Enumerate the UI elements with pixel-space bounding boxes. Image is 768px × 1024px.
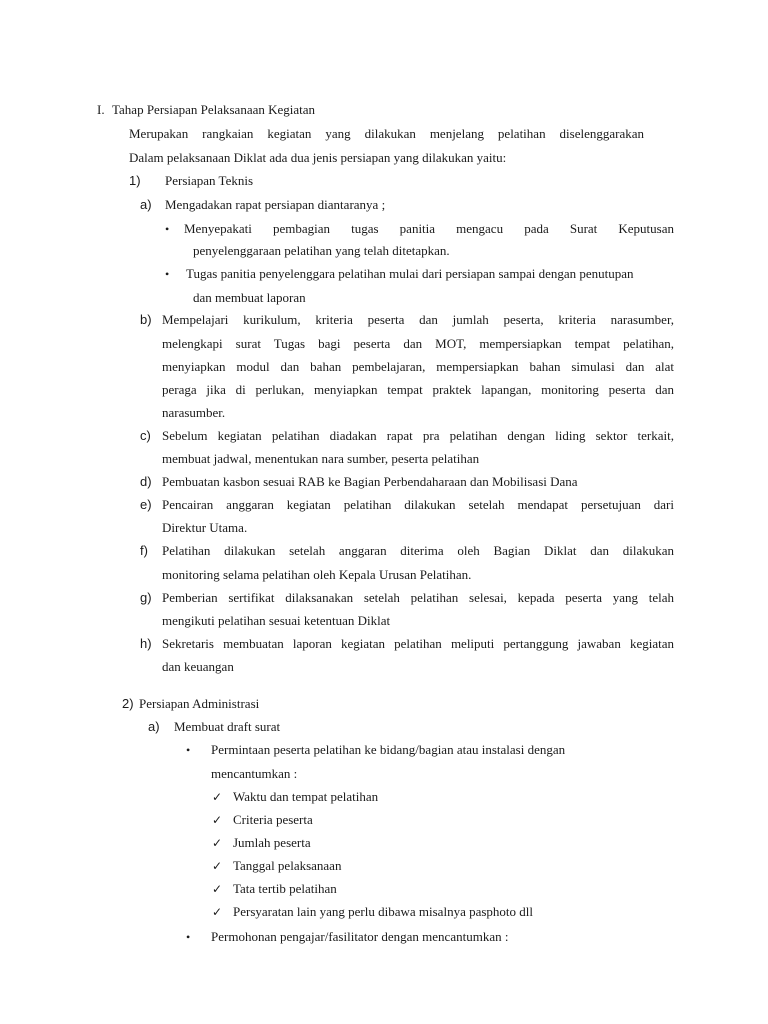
teknis-b-line: Mempelajari kurikulum, kriteria peserta dan jumlah peserta, kriteria narasumber, [162,312,674,327]
teknis-bullet1-line2: penyelenggaraan pelatihan yang telah ditetapkan. [193,243,450,258]
administrasi-bullet2-line1: Permohonan pengajar/fasilitator dengan mencantumkan : [211,929,509,944]
teknis-b-line: narasumber. [162,405,226,420]
teknis-b-marker: b) [140,312,152,327]
bullet-icon: • [186,930,191,944]
check-icon: ✓ [212,836,223,850]
teknis-title: Persiapan Teknis [165,173,254,188]
teknis-h-marker: h) [140,636,152,651]
administrasi-bullet1-line2: mencantumkan : [211,766,298,781]
teknis-c-line: Sebelum kegiatan pelatihan diadakan rapat pra pelatihan dengan liding sektor terkait, [162,428,674,443]
bullet-icon: • [186,743,191,757]
teknis-f-marker: f) [140,543,148,558]
teknis-h-line: Sekretaris membuatan laporan kegiatan pelatihan meliputi pertanggung jawaban kegiatan [162,636,674,651]
teknis-g-marker: g) [140,590,152,605]
administrasi-title: Persiapan Administrasi [139,696,260,711]
teknis-b-line: menyiapkan modul dan bahan pembelajaran, mempersiapkan bahan simulasi dan alat [162,359,674,374]
teknis-bullet2-line1: Tugas panitia penyelenggara pelatihan mulai dari persiapan sampai dengan penutupan [186,266,634,281]
bullet-icon: • [165,267,170,281]
administrasi-number: 2) [122,696,134,711]
administrasi-a-marker: a) [148,719,160,734]
teknis-h-line: dan keuangan [162,659,234,674]
bullet-icon: • [165,222,170,236]
teknis-a-text: Mengadakan rapat persiapan diantaranya ; [165,197,386,212]
section-title: Tahap Persiapan Pelaksanaan Kegiatan [112,102,316,117]
intro-line-1: Merupakan rangkaian kegiatan yang dilakukan menjelang pelatihan diselenggarakan [129,126,644,141]
check-icon: ✓ [212,859,223,873]
teknis-d-text: Pembuatan kasbon sesuai RAB ke Bagian Perbendaharaan dan Mobilisasi Dana [162,474,578,489]
teknis-c-line: membuat jadwal, menentukan nara sumber, peserta pelatihan [162,451,480,466]
check-icon: ✓ [212,813,223,827]
teknis-bullet2-line2: dan membuat laporan [193,290,306,305]
checklist-item: Tanggal pelaksanaan [233,858,342,873]
teknis-f-line: monitoring selama pelatihan oleh Kepala Urusan Pelatihan. [162,567,472,582]
check-icon: ✓ [212,882,223,896]
teknis-b-line: peraga jika di perlukan, menyiapkan tempat praktek lapangan, monitoring peserta dan [162,382,674,397]
checklist-item: Criteria peserta [233,812,313,827]
teknis-e-marker: e) [140,497,152,512]
checklist-item: Persyaratan lain yang perlu dibawa misalnya pasphoto dll [233,904,534,919]
teknis-bullet1-line1: Menyepakati pembagian tugas panitia mengacu pada Surat Keputusan [184,221,674,236]
checklist-item: Waktu dan tempat pelatihan [233,789,379,804]
checklist-item: Jumlah peserta [233,835,311,850]
teknis-g-line: mengikuti pelatihan sesuai ketentuan Diklat [162,613,391,628]
intro-line-2: Dalam pelaksanaan Diklat ada dua jenis persiapan yang dilakukan yaitu: [129,150,507,165]
teknis-number: 1) [129,173,141,188]
checklist-item: Tata tertib pelatihan [233,881,337,896]
teknis-f-line: Pelatihan dilakukan setelah anggaran diterima oleh Bagian Diklat dan dilakukan [162,543,674,558]
teknis-e-line: Pencairan anggaran kegiatan pelatihan dilakukan setelah mendapat persetujuan dari [162,497,674,512]
check-icon: ✓ [212,905,223,919]
section-number: I. [97,102,105,117]
administrasi-bullet1-line1: Permintaan peserta pelatihan ke bidang/bagian atau instalasi dengan [211,742,566,757]
teknis-g-line: Pemberian sertifikat dilaksanakan setelah pelatihan selesai, kepada peserta yang telah [162,590,674,605]
administrasi-a-text: Membuat draft surat [174,719,281,734]
teknis-c-marker: c) [140,428,151,443]
teknis-e-line: Direktur Utama. [162,520,248,535]
teknis-b-line: melengkapi surat Tugas bagi peserta dan MOT, mempersiapkan tempat pelatihan, [162,336,674,351]
check-icon: ✓ [212,790,223,804]
teknis-a-marker: a) [140,197,152,212]
teknis-d-marker: d) [140,474,152,489]
